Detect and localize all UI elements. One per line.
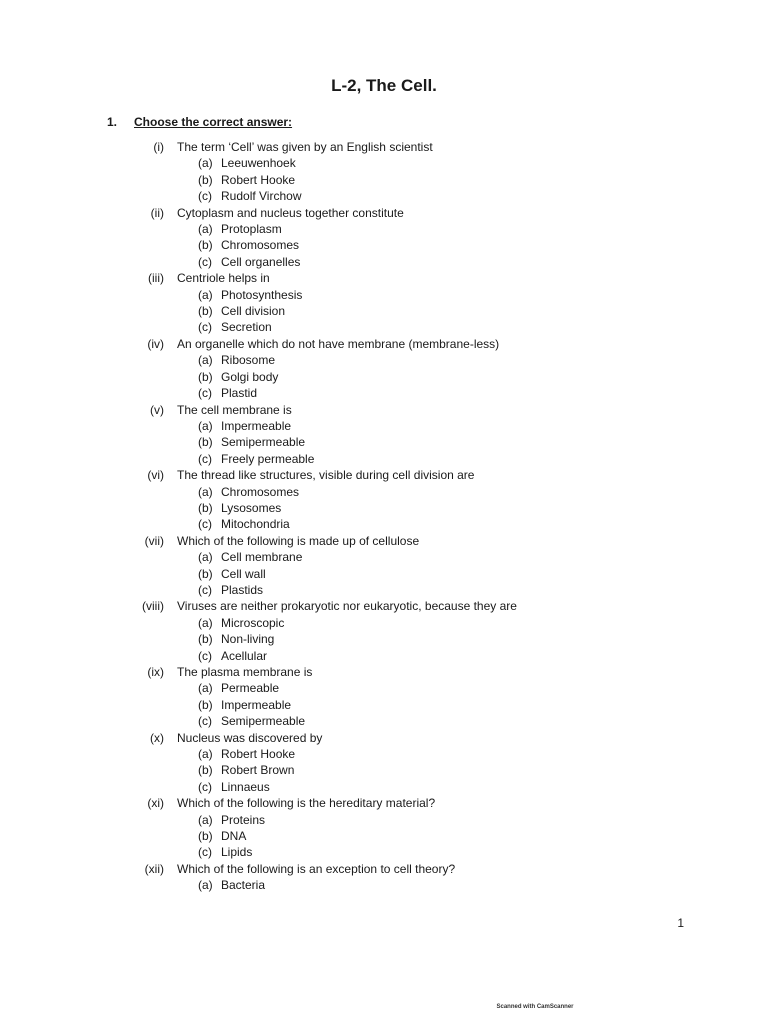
option-row (0, 418, 768, 434)
option-text: DNA (221, 829, 247, 844)
question-row (0, 598, 768, 614)
option-row (0, 287, 768, 303)
option-label: (c) (198, 517, 212, 532)
option-label: (c) (198, 648, 212, 663)
option-text: Cell division (221, 304, 286, 319)
question-number: (viii) (142, 599, 164, 614)
option-row (0, 484, 768, 500)
question-row (0, 861, 768, 877)
question-number: (vi) (147, 468, 164, 483)
question-row (0, 730, 768, 746)
option-label: (a) (198, 418, 213, 433)
option-row (0, 221, 768, 237)
scanner-watermark: Scanned with CamScanner (496, 1004, 574, 1010)
option-row (0, 877, 768, 893)
option-text: Lysosomes (221, 500, 282, 515)
option-text: Lipids (221, 845, 253, 860)
option-row (0, 648, 768, 664)
question-number: (xi) (147, 796, 164, 811)
question-row (0, 270, 768, 286)
option-label: (a) (198, 878, 213, 893)
question-row (0, 533, 768, 549)
option-text: Microscopic (221, 615, 285, 630)
option-row (0, 352, 768, 368)
option-row (0, 172, 768, 188)
question-text: The thread like structures, visible during cell division are (177, 468, 475, 483)
option-row (0, 844, 768, 860)
option-text: Cell wall (221, 566, 266, 581)
option-label: (a) (198, 550, 213, 565)
option-text: Rudolf Virchow (221, 189, 302, 204)
question-text: The term ‘Cell’ was given by an English scientist (177, 140, 433, 154)
option-label: (c) (198, 845, 212, 860)
option-text: Impermeable (221, 418, 292, 433)
section-heading (107, 114, 292, 130)
option-row (0, 385, 768, 401)
option-row (0, 319, 768, 335)
option-label: (b) (198, 697, 213, 712)
option-text: Chromosomes (221, 238, 300, 253)
question-row (0, 336, 768, 352)
option-row (0, 713, 768, 729)
question-text: Which of the following is the hereditary material? (177, 796, 436, 811)
question-number: (x) (150, 730, 164, 745)
question-text: Nucleus was discovered by (177, 730, 323, 745)
option-row (0, 582, 768, 598)
section-number: 1. (107, 115, 118, 129)
option-label: (c) (198, 320, 212, 335)
option-text: Golgi body (221, 369, 279, 384)
option-label: (a) (198, 615, 213, 630)
option-text: Cell organelles (221, 254, 301, 269)
option-label: (b) (198, 172, 213, 187)
question-text: The cell membrane is (177, 402, 292, 417)
option-row (0, 812, 768, 828)
question-list (0, 139, 768, 894)
option-text: Cell membrane (221, 550, 303, 565)
question-number: (vii) (144, 533, 164, 548)
option-row (0, 188, 768, 204)
question-text: Viruses are neither prokaryotic nor eukaryotic, because they are (177, 599, 517, 614)
option-row (0, 254, 768, 270)
option-row (0, 828, 768, 844)
option-label: (b) (198, 304, 213, 319)
option-label: (b) (198, 500, 213, 515)
page-title: L-2, The Cell. (331, 76, 437, 95)
option-row (0, 500, 768, 516)
question-text: Which of the following is an exception to cell theory? (177, 861, 456, 876)
option-label: (c) (198, 582, 212, 597)
question-text: Which of the following is made up of cellulose (177, 533, 420, 548)
question-text: Centriole helps in (177, 271, 270, 286)
question-number: (ix) (147, 665, 164, 679)
page-number: 1 (677, 916, 684, 930)
question-row (0, 664, 768, 680)
option-row (0, 434, 768, 450)
option-row (0, 746, 768, 762)
option-label: (a) (198, 484, 213, 499)
option-label: (b) (198, 829, 213, 844)
question-number: (i) (153, 140, 164, 154)
option-row (0, 237, 768, 253)
option-label: (a) (198, 287, 213, 302)
option-row (0, 762, 768, 778)
question-row (0, 205, 768, 221)
option-text: Robert Hooke (221, 747, 296, 762)
option-text: Chromosomes (221, 484, 300, 499)
option-text: Impermeable (221, 697, 292, 712)
option-text: Secretion (221, 320, 272, 335)
option-text: Leeuwenhoek (221, 156, 296, 171)
option-label: (c) (198, 254, 212, 269)
question-row (0, 139, 768, 155)
option-label: (c) (198, 779, 212, 794)
question-number: (iii) (148, 271, 164, 286)
option-text: Linnaeus (221, 779, 270, 794)
option-label: (c) (198, 189, 212, 204)
option-row (0, 369, 768, 385)
option-row (0, 615, 768, 631)
option-row (0, 566, 768, 582)
option-row (0, 516, 768, 532)
option-text: Photosynthesis (221, 287, 303, 302)
option-text: Mitochondria (221, 517, 290, 532)
option-label: (b) (198, 369, 213, 384)
option-row (0, 631, 768, 647)
option-text: Freely permeable (221, 451, 315, 466)
option-label: (a) (198, 353, 213, 368)
option-text: Non-living (221, 632, 275, 647)
option-label: (a) (198, 681, 213, 696)
option-label: (b) (198, 632, 213, 647)
option-label: (c) (198, 386, 212, 401)
question-number: (iv) (147, 336, 164, 351)
question-text: Cytoplasm and nucleus together constitute (177, 205, 404, 220)
option-label: (b) (198, 238, 213, 253)
option-text: Robert Brown (221, 763, 295, 778)
option-row (0, 303, 768, 319)
question-text: An organelle which do not have membrane (membrane-less) (177, 336, 500, 351)
question-row (0, 795, 768, 811)
option-row (0, 697, 768, 713)
option-row (0, 779, 768, 795)
option-label: (b) (198, 566, 213, 581)
option-row (0, 451, 768, 467)
option-label: (b) (198, 435, 213, 450)
option-row (0, 155, 768, 171)
question-number: (xii) (144, 861, 164, 876)
option-label: (b) (198, 763, 213, 778)
option-text: Protoplasm (221, 222, 282, 237)
option-label: (c) (198, 714, 212, 729)
option-text: Semipermeable (221, 435, 306, 450)
option-text: Bacteria (221, 878, 266, 893)
question-number: (v) (150, 402, 164, 417)
option-label: (a) (198, 747, 213, 762)
option-text: Plastids (221, 582, 264, 597)
section-title: Choose the correct answer: (134, 115, 293, 129)
option-row (0, 549, 768, 565)
option-label: (a) (198, 222, 213, 237)
option-text: Permeable (221, 681, 280, 696)
question-row (0, 402, 768, 418)
option-text: Acellular (221, 648, 268, 663)
question-row (0, 467, 768, 483)
option-label: (a) (198, 156, 213, 171)
option-row (0, 680, 768, 696)
option-label: (c) (198, 451, 212, 466)
option-text: Plastid (221, 386, 258, 401)
option-text: Proteins (221, 812, 266, 827)
option-text: Semipermeable (221, 714, 306, 729)
question-number: (ii) (150, 205, 164, 220)
option-text: Ribosome (221, 353, 276, 368)
option-text: Robert Hooke (221, 172, 296, 187)
question-text: The plasma membrane is (177, 665, 313, 679)
option-label: (a) (198, 812, 213, 827)
